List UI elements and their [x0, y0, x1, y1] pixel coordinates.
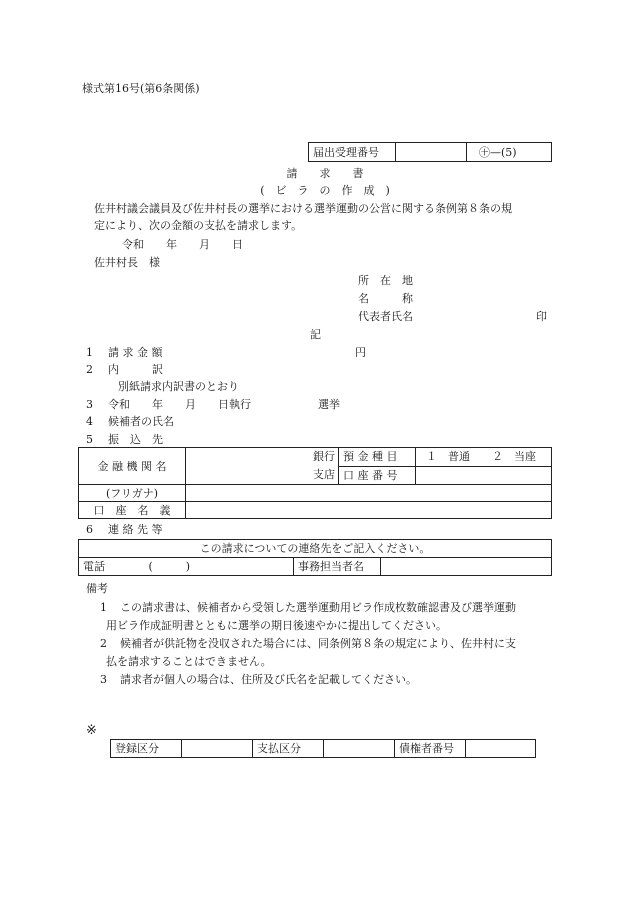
item2-number: 2	[86, 363, 93, 376]
claimant-representative-label: 代表者氏名	[358, 310, 413, 323]
account-name-label: 口 座 名 義	[79, 502, 186, 519]
account-number-label: 口 座 番 号	[339, 466, 416, 485]
phone-parens[interactable]: ( )	[148, 560, 191, 573]
date-line: 令和 年 月 日	[122, 238, 243, 251]
asterisk-mark: ※	[86, 723, 97, 738]
item6-number: 6	[86, 523, 93, 536]
receipt-number-box	[308, 142, 552, 162]
contact-header: この請求についての連絡先をご記入ください。	[79, 540, 552, 558]
creditor-number-label: 債権者番号	[395, 740, 466, 758]
account-name-field[interactable]	[186, 502, 552, 519]
note2-number: 2	[100, 637, 107, 650]
intro-text-line2: 定により、次の金額の支払を請求します。	[94, 219, 303, 232]
creditor-number-field[interactable]	[466, 740, 536, 758]
note3-line1: 請求者が個人の場合は、住所及び氏名を記載してください。	[120, 673, 417, 686]
person-in-charge-field[interactable]	[381, 558, 552, 576]
registration-field[interactable]	[182, 740, 253, 758]
note2-line1: 候補者が供託物を没収された場合には、同条例第８条の規定により、佐井村に支	[120, 637, 516, 650]
form-number: 様式第16号(第6条関係)	[82, 82, 200, 95]
branch-suffix: 支店	[313, 468, 335, 481]
phone-label: 電話	[83, 560, 105, 573]
bank-transfer-table	[78, 447, 552, 519]
payment-label: 支払区分	[253, 740, 324, 758]
deposit-type-label: 預 金 種 目	[339, 448, 416, 467]
item2-detail: 別紙請求内訳書のとおり	[118, 380, 239, 393]
note3-number: 3	[100, 673, 107, 686]
receipt-code: ㊉—(5)	[467, 143, 552, 162]
note1-number: 1	[100, 601, 107, 614]
institution-label: 金 融 機 関 名	[79, 448, 186, 485]
item1-number: 1	[86, 346, 93, 359]
item4-number: 4	[86, 415, 93, 428]
item5-label: 振 込 先	[108, 433, 163, 446]
ki-heading: 記	[310, 328, 321, 341]
deposit-type-options[interactable]: １ 普通 ２ 当座	[416, 448, 552, 467]
item1-label: 請 求 金 額	[108, 346, 163, 359]
payment-field[interactable]	[324, 740, 395, 758]
registration-label: 登録区分	[111, 740, 182, 758]
receipt-number-label: 届出受理番号	[309, 143, 396, 162]
item3-number: 3	[86, 398, 93, 411]
receipt-number-field[interactable]	[396, 143, 467, 162]
item6-label: 連 絡 先 等	[108, 523, 163, 536]
institution-field[interactable]	[186, 448, 311, 485]
office-use-table	[110, 739, 536, 758]
intro-text-line1: 佐井村議会議員及び佐井村長の選挙における選挙運動の公営に関する条例第８条の規	[94, 202, 512, 215]
item3-election: 選挙	[318, 398, 340, 411]
document-title: 請 求 書	[286, 167, 364, 180]
claimant-address-label: 所 在 地	[358, 274, 413, 287]
person-in-charge-label: 事務担当者名	[294, 558, 381, 576]
item2-label: 内 訳	[108, 363, 163, 376]
note2-line2: 払を請求することはできません。	[106, 655, 272, 668]
note1-line2: 用ビラ作成証明書とともに選挙の期日後速やかに提出してください。	[106, 619, 447, 632]
document-subtitle: ( ビ ラ の 作 成 )	[260, 184, 390, 197]
claimant-name-label: 名 称	[358, 292, 413, 305]
item3-label: 令和 年 月 日執行	[108, 398, 251, 411]
addressee: 佐井村長 様	[94, 256, 160, 269]
notes-title: 備考	[86, 582, 108, 595]
bank-suffix: 銀行	[313, 450, 335, 463]
account-number-field[interactable]	[416, 466, 552, 485]
seal-mark: 印	[536, 310, 547, 323]
item1-yen: 円	[355, 346, 366, 359]
furigana-label: (フリガナ)	[79, 485, 186, 502]
note1-line1: この請求書は、候補者から受領した選挙運動用ビラ作成枚数確認書及び選挙運動	[120, 601, 516, 614]
item5-number: 5	[86, 433, 93, 446]
contact-table	[78, 539, 552, 576]
furigana-field[interactable]	[186, 485, 552, 502]
item4-label: 候補者の氏名	[108, 415, 174, 428]
